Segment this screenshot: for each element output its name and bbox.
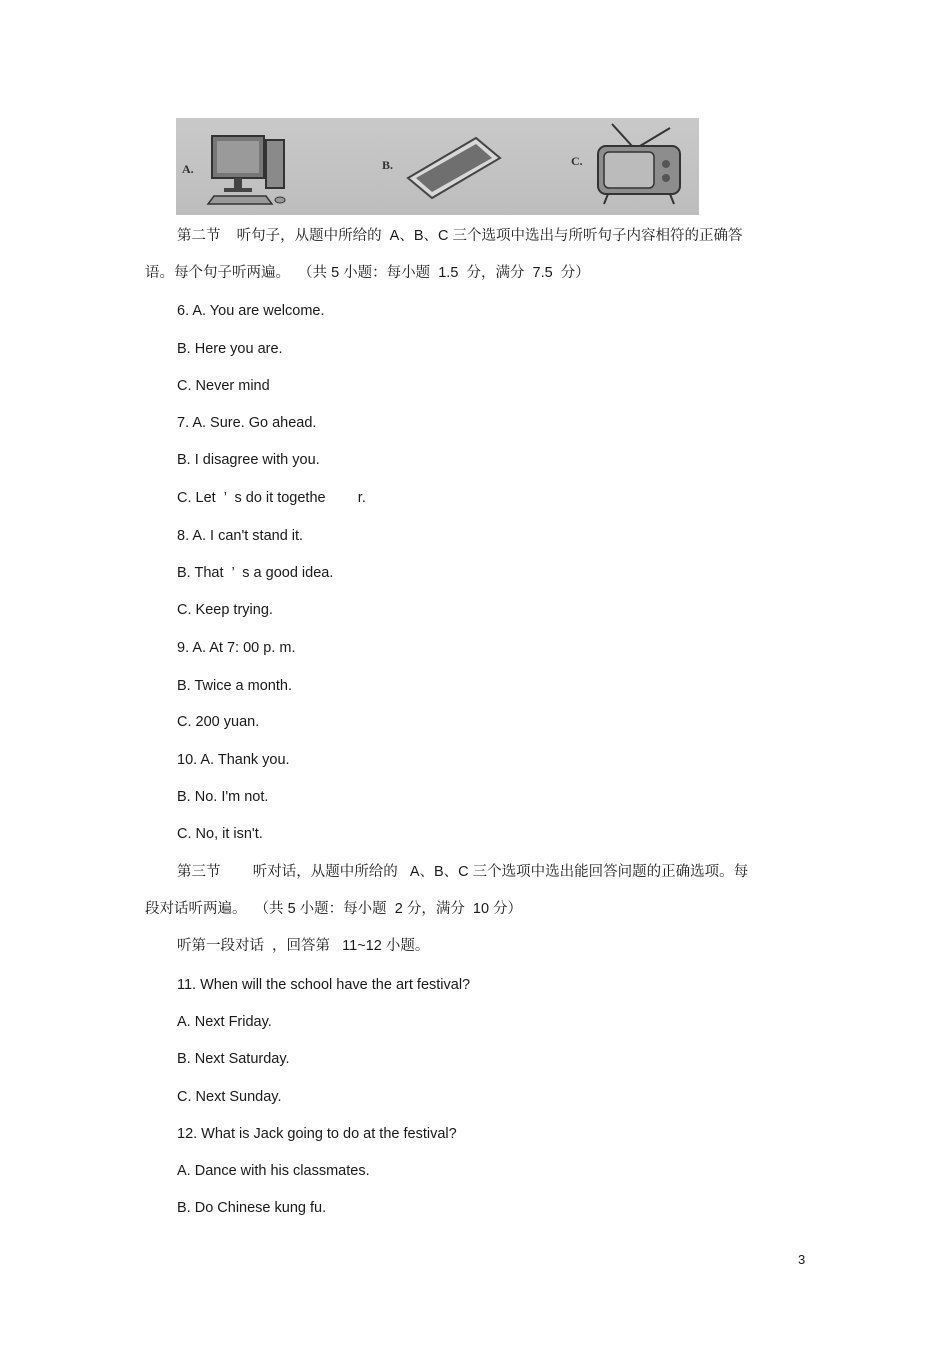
section-2-heading-line-2: 语。每个句子听两遍。 （共 5 小题：每小题 1.5 分，满分 7.5 分） <box>145 265 590 281</box>
smartphone-icon <box>402 134 504 200</box>
list-item: 8. A. I can't stand it. <box>177 528 304 544</box>
page-number: 3 <box>798 1252 806 1267</box>
list-item: B. Next Saturday. <box>177 1051 290 1067</box>
list-item: 12. What is Jack going to do at the festival? <box>177 1126 457 1142</box>
list-item: C. Never mind <box>177 378 270 394</box>
option-b-label: B. <box>382 158 394 172</box>
television-icon <box>592 122 686 212</box>
option-a-label: A. <box>182 162 194 176</box>
list-item: B. I disagree with you. <box>177 452 320 468</box>
section-3-heading-line-2: 段对话听两遍。 （共 5 小题：每小题 2 分，满分 10 分） <box>145 901 523 917</box>
list-item: B. No. I'm not. <box>177 789 269 805</box>
dialogue-1-subheading: 听第一段对话 ，回答第 11~12 小题。 <box>177 938 430 954</box>
list-item: C. 200 yuan. <box>177 714 260 730</box>
list-item: A. Dance with his classmates. <box>177 1163 370 1179</box>
list-item: B. That ’ s a good idea. <box>177 565 334 581</box>
section-3-heading-line-1: 第三节 听对话，从题中所给的 A、B、C 三个选项中选出能回答问题的正确选项。每 <box>177 864 749 880</box>
desktop-computer-icon <box>206 130 291 208</box>
list-item: 7. A. Sure. Go ahead. <box>177 415 317 431</box>
list-item: C. Keep trying. <box>177 602 273 618</box>
list-item: B. Here you are. <box>177 341 283 357</box>
section-2-heading-line-1: 第二节 听句子，从题中所给的 A、B、C 三个选项中选出与所听句子内容相符的正确答 <box>177 228 743 244</box>
question-5-picture-options <box>176 118 699 215</box>
list-item: 6. A. You are welcome. <box>177 303 325 319</box>
list-item: C. Let ’ s do it togethe r. <box>177 490 366 506</box>
list-item: 10. A. Thank you. <box>177 752 290 768</box>
list-item: C. No, it isn't. <box>177 826 263 842</box>
list-item: 9. A. At 7: 00 p. m. <box>177 640 296 656</box>
list-item: B. Twice a month. <box>177 678 292 694</box>
option-c-label: C. <box>571 154 583 168</box>
list-item: A. Next Friday. <box>177 1014 272 1030</box>
list-item: C. Next Sunday. <box>177 1089 282 1105</box>
list-item: B. Do Chinese kung fu. <box>177 1200 327 1216</box>
list-item: 11. When will the school have the art festival? <box>177 977 471 993</box>
